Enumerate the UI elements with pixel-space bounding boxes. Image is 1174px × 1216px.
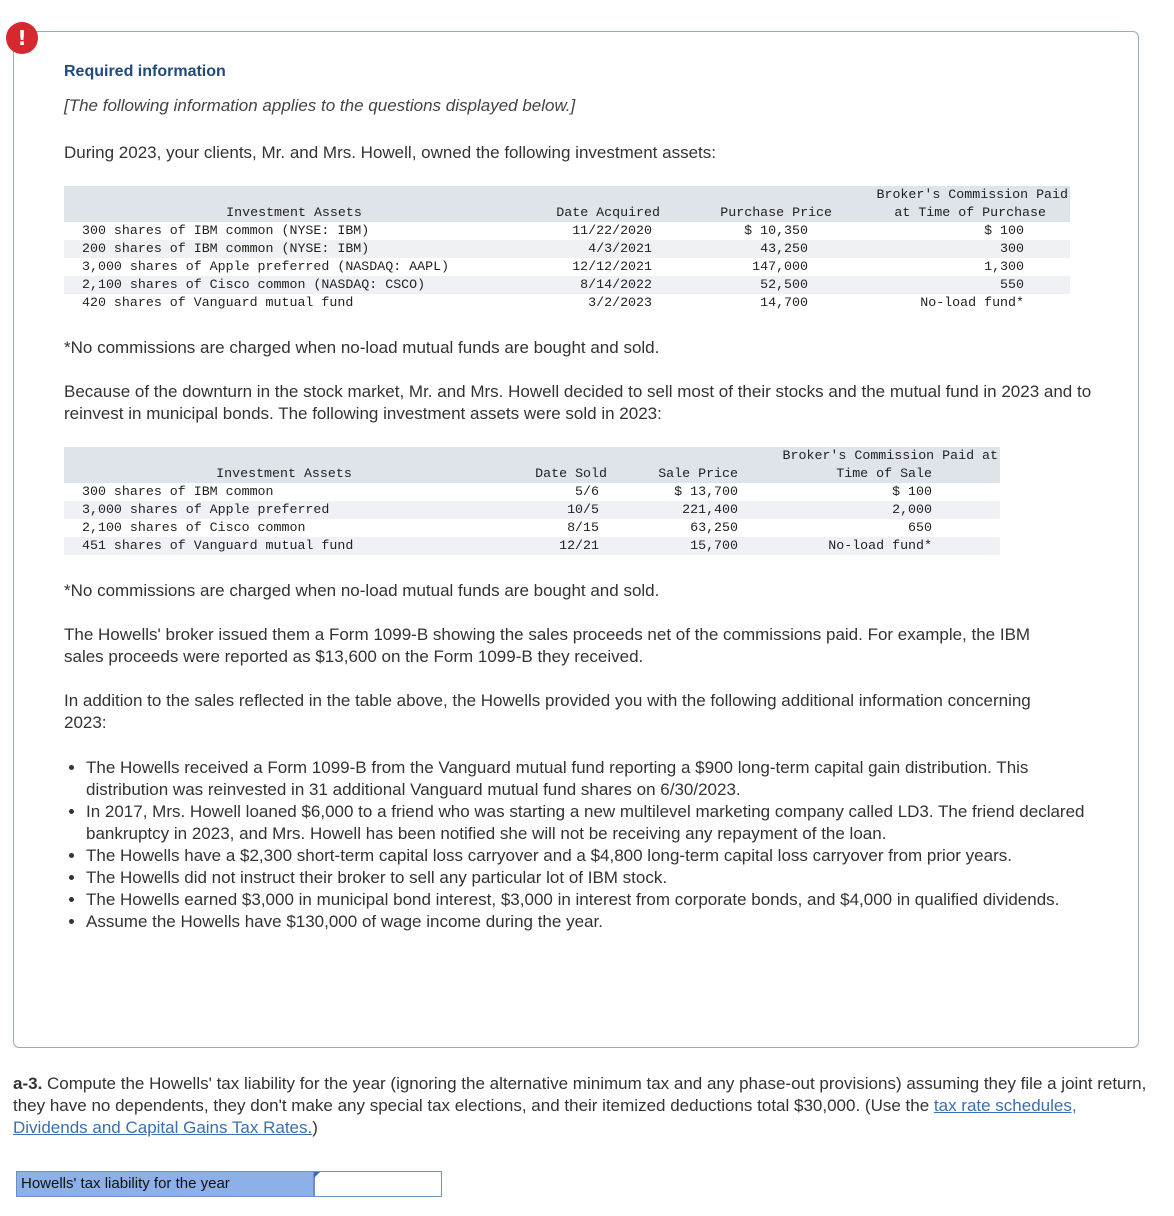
header-commission-2: at Time of Purchase <box>894 205 1046 220</box>
cell-commission: $ 100 <box>984 223 1024 238</box>
cell-date: 11/22/2020 <box>572 223 652 238</box>
table-row <box>64 519 1000 537</box>
sale-intro-text: Because of the downturn in the stock market, Mr. and Mrs. Howell decided to sell most of their stocks and the mutual fund in 2023 and to reinvest in municipal bonds. The following investment assets were sold in 2023: <box>64 382 1092 423</box>
question-text: Compute the Howells' tax liability for the year (ignoring the alternative minimum tax and any phase-out provisions) assuming they file a joint return, they have no dependents, they don't make any special tax elections, and their itemized deductions total $30,000. (Use the <box>13 1074 1147 1115</box>
form-1099b-text: The Howells' broker issued them a Form 1099-B showing the sales proceeds net of the commissions paid. For example, the IBM sales proceeds were reported as $13,600 on the Form 1099-B they received. <box>64 625 1031 666</box>
question-a3 <box>13 1073 1153 1139</box>
table-row <box>64 537 1000 555</box>
cell-price: $ 10,350 <box>744 223 808 238</box>
list-item: • The Howells did not instruct their broker to sell any particular lot of IBM stock. <box>86 867 1096 889</box>
additional-info-list <box>64 757 1096 933</box>
table-row <box>64 222 1070 240</box>
cell-asset: 2,100 shares of Cisco common (NASDAQ: CSCO) <box>82 277 426 292</box>
cell-asset: 451 shares of Vanguard mutual fund <box>82 538 354 553</box>
list-item: • The Howells earned $3,000 in municipal bond interest, $3,000 in interest from corporate bonds, and $4,000 in qualified dividends. <box>86 889 1096 911</box>
additional-info-text: In addition to the sales reflected in the table above, the Howells provided you with the following additional information concerning 2023: <box>64 691 1031 732</box>
cell-asset: 420 shares of Vanguard mutual fund <box>82 295 354 310</box>
cell-price: 147,000 <box>752 259 808 274</box>
cell-commission: No-load fund* <box>920 295 1024 310</box>
applies-note: [The following information applies to the questions displayed below.] <box>64 96 576 115</box>
cell-commission: 650 <box>908 520 932 535</box>
cell-asset: 200 shares of IBM common (NYSE: IBM) <box>82 241 370 256</box>
cell-price: 63,250 <box>690 520 738 535</box>
question-label: a-3. <box>13 1074 43 1093</box>
table-row <box>64 258 1070 276</box>
table-row <box>64 240 1070 258</box>
footnote-1: *No commissions are charged when no-load mutual funds are bought and sold. <box>64 338 660 357</box>
question-suffix: ) <box>312 1118 318 1137</box>
answer-label: Howells' tax liability for the year <box>16 1171 314 1197</box>
cell-price: 15,700 <box>690 538 738 553</box>
input-marker-icon <box>314 1172 320 1178</box>
cell-commission: 2,000 <box>892 502 932 517</box>
cell-asset: 300 shares of IBM common (NYSE: IBM) <box>82 223 370 238</box>
header-asset: Investment Assets <box>226 205 362 220</box>
cell-commission: 300 <box>1000 241 1024 256</box>
header-commission-1: Broker's Commission Paid <box>876 187 1068 202</box>
cell-asset: 3,000 shares of Apple preferred (NASDAQ: AAPL) <box>82 259 450 274</box>
header-date: Date Sold <box>535 466 607 481</box>
required-info-title: Required information <box>64 63 226 80</box>
list-item: • Assume the Howells have $130,000 of wage income during the year. <box>86 911 1096 933</box>
cell-commission: 1,300 <box>984 259 1024 274</box>
list-item: • The Howells received a Form 1099-B from the Vanguard mutual fund reporting a $900 long-term capital gain distribution. This distribution was reinvested in 31 additional Vanguard mutual fund shares on 6/30/2023. <box>86 757 1096 801</box>
table-row <box>64 483 1000 501</box>
alert-icon: ! <box>6 22 38 54</box>
cell-date: 12/21 <box>559 538 599 553</box>
cell-date: 5/6 <box>575 484 599 499</box>
cell-price: 43,250 <box>760 241 808 256</box>
header-commission-2: Time of Sale <box>836 466 932 481</box>
table-header <box>64 204 1070 222</box>
cell-date: 10/5 <box>567 502 599 517</box>
purchase-table <box>64 186 1070 314</box>
intro-text: During 2023, your clients, Mr. and Mrs. Howell, owned the following investment assets: <box>64 143 716 162</box>
cell-date: 12/12/2021 <box>572 259 652 274</box>
sale-table <box>64 447 1000 557</box>
list-item: • The Howells have a $2,300 short-term capital loss carryover and a $4,800 long-term capital loss carryover from prior years. <box>86 845 1096 867</box>
table-row <box>64 294 1070 312</box>
table-header <box>64 465 1000 483</box>
footnote-2: *No commissions are charged when no-load mutual funds are bought and sold. <box>64 581 660 600</box>
tax-liability-input[interactable] <box>314 1171 442 1197</box>
table-header <box>64 186 1070 204</box>
cell-commission: No-load fund* <box>828 538 932 553</box>
header-price: Sale Price <box>658 466 738 481</box>
header-asset: Investment Assets <box>216 466 352 481</box>
cell-price: 14,700 <box>760 295 808 310</box>
cell-date: 3/2/2023 <box>588 295 652 310</box>
cell-date: 8/14/2022 <box>580 277 652 292</box>
cell-asset: 2,100 shares of Cisco common <box>82 520 306 535</box>
cell-commission: $ 100 <box>892 484 932 499</box>
header-date: Date Acquired <box>556 205 660 220</box>
cell-commission: 550 <box>1000 277 1024 292</box>
table-row <box>64 276 1070 294</box>
cell-date: 8/15 <box>567 520 599 535</box>
cell-asset: 300 shares of IBM common <box>82 484 274 499</box>
table-header <box>64 447 1000 465</box>
table-row <box>64 501 1000 519</box>
cell-date: 4/3/2021 <box>588 241 652 256</box>
cell-asset: 3,000 shares of Apple preferred <box>82 502 330 517</box>
cell-price: $ 13,700 <box>674 484 738 499</box>
header-commission-1: Broker's Commission Paid at <box>782 448 998 463</box>
cell-price: 52,500 <box>760 277 808 292</box>
tax-rates-link[interactable]: tax rate schedules, Dividends and Capital Gains Tax Rates. <box>13 1096 1077 1137</box>
list-item: • In 2017, Mrs. Howell loaned $6,000 to a friend who was starting a new multilevel marketing company called LD3. The friend declared bankruptcy in 2023, and Mrs. Howell has been notified she will not be receiving any repayment of the loan. <box>86 801 1096 845</box>
cell-price: 221,400 <box>682 502 738 517</box>
header-price: Purchase Price <box>720 205 832 220</box>
